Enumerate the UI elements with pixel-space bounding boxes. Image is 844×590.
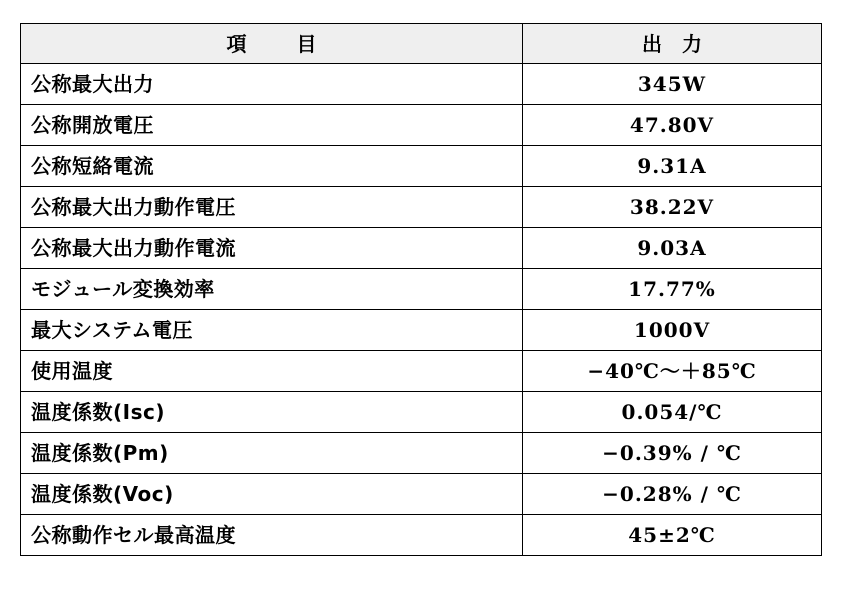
- row-value: 17.77%: [523, 269, 822, 310]
- row-value: 0.054/℃: [523, 392, 822, 433]
- row-value: −0.39% / ℃: [523, 433, 822, 474]
- row-value: 38.22V: [523, 187, 822, 228]
- row-value: 9.31A: [523, 146, 822, 187]
- row-value: −40℃～＋85℃: [523, 351, 822, 392]
- table-row: [21, 146, 822, 187]
- table-row: [21, 269, 822, 310]
- row-item-label: 公称最大出力動作電圧: [21, 187, 523, 228]
- table-row: [21, 310, 822, 351]
- table-row: [21, 228, 822, 269]
- row-item-label: 最大システム電圧: [21, 310, 523, 351]
- row-item-label: 使用温度: [21, 351, 523, 392]
- row-value: 9.03A: [523, 228, 822, 269]
- row-item-label: 温度係数(Voc): [21, 474, 523, 515]
- row-item-label: モジュール変換効率: [21, 269, 523, 310]
- row-value: −0.28% / ℃: [523, 474, 822, 515]
- row-value: 1000V: [523, 310, 822, 351]
- table-row: [21, 187, 822, 228]
- spec-table: [20, 23, 822, 556]
- table-row: [21, 351, 822, 392]
- row-item-label: 温度係数(Pm): [21, 433, 523, 474]
- table-row: [21, 433, 822, 474]
- header-item: 項目: [21, 24, 523, 64]
- row-item-label: 公称開放電圧: [21, 105, 523, 146]
- row-value: 45±2℃: [523, 515, 822, 556]
- row-item-label: 公称最大出力動作電流: [21, 228, 523, 269]
- table-row: [21, 105, 822, 146]
- table-row: [21, 515, 822, 556]
- row-item-label: 温度係数(Isc): [21, 392, 523, 433]
- header-output: 出力: [523, 24, 822, 64]
- row-item-label: 公称最大出力: [21, 64, 523, 105]
- row-item-label: 公称短絡電流: [21, 146, 523, 187]
- row-value: 345W: [523, 64, 822, 105]
- row-value: 47.80V: [523, 105, 822, 146]
- table-row: [21, 392, 822, 433]
- table-row: [21, 474, 822, 515]
- header-row: [21, 24, 822, 64]
- table-row: [21, 64, 822, 105]
- row-item-label: 公称動作セル最高温度: [21, 515, 523, 556]
